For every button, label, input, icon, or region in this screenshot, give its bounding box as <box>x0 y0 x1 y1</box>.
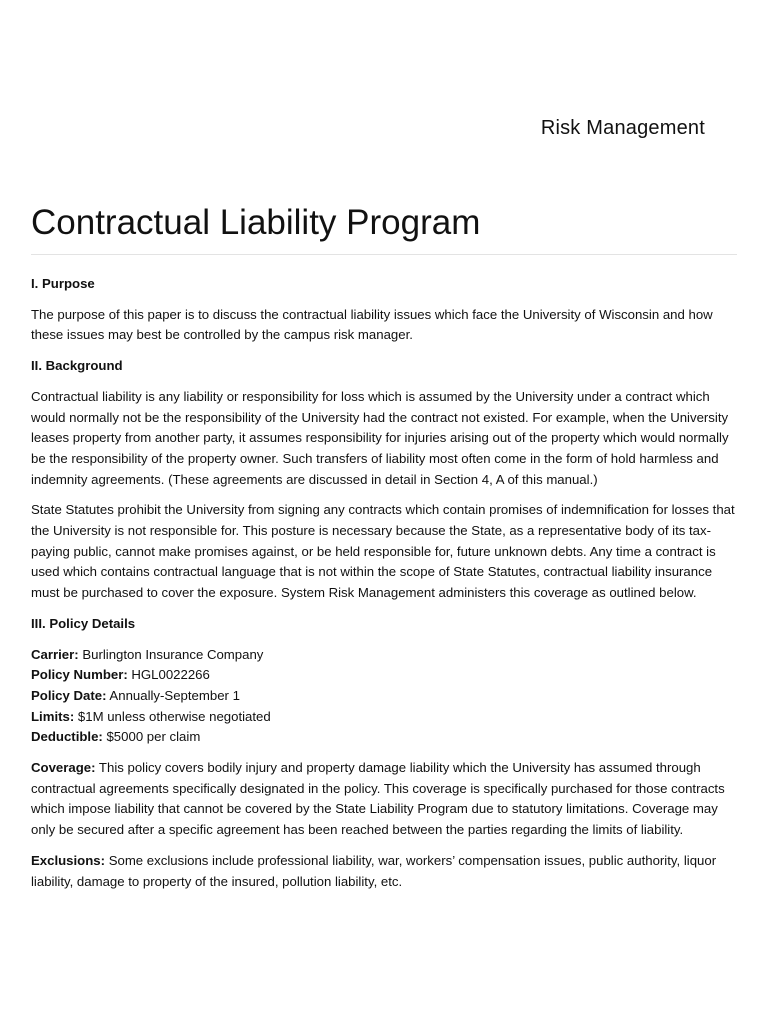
section-header: Risk Management <box>540 117 705 139</box>
detail-label: Limits: <box>31 708 75 724</box>
detail-label: Policy Number: <box>31 667 128 683</box>
detail-policy-date <box>31 686 737 707</box>
title-divider <box>31 254 737 255</box>
coverage-text: This policy covers bodily injury and property damage liability which the University has assumed through contractual agreements specifically designated in the policy. This coverage is specifically purchased for those contracts which impose liability that cannot be covered by the State Liability Program due to statutory limitations. Coverage may only be secured after a specific agreement has been reached between the parties regarding the limits of liability. <box>31 760 725 838</box>
purpose-heading: I. Purpose <box>31 276 95 291</box>
detail-value: Burlington Insurance Company <box>78 646 264 662</box>
detail-policy-number <box>31 665 737 686</box>
detail-label: Carrier: <box>31 646 79 662</box>
page-title: Contractual Liability Program <box>31 203 481 242</box>
detail-limits <box>31 707 737 728</box>
detail-label: Policy Date: <box>31 687 107 703</box>
exclusions-paragraph <box>31 851 737 892</box>
detail-carrier <box>31 645 737 666</box>
coverage-paragraph <box>31 758 737 841</box>
exclusions-text: Some exclusions include professional liability, war, workers’ compensation issues, public authority, liquor liability, damage to property of the insured, pollution liability, etc. <box>31 852 717 889</box>
document-body <box>31 274 737 902</box>
policy-heading: III. Policy Details <box>31 615 136 631</box>
background-paragraph-2: State Statutes prohibit the University from signing any contracts which contain promises of indemnification for losses that the University is not responsible for. This posture is necessary because the State, as a representative body of its tax-paying public, cannot make promises against, or be held responsible for, future unknown debts. Any time a contract is used which contains contractual language that is not within the scope of State Statutes, contractual liability insurance must be purchased to cover the exposure. System Risk Management administers this coverage as outlined below. <box>31 502 735 601</box>
detail-value: Annually-September 1 <box>106 687 240 703</box>
detail-value: $1M unless otherwise negotiated <box>74 708 271 724</box>
detail-value: $5000 per claim <box>102 729 201 745</box>
detail-deductible <box>31 727 737 748</box>
background-paragraph-1: Contractual liability is any liability or responsibility for loss which is assumed by the University under a contract which would normally not be the responsibility of the University had the contract not existed. For example, when the University leases property from another party, it assumes responsibility for injuries arising out of the property which would normally be the responsibility of the property owner. Such transfers of liability most often come in the form of hold harmless and indemnity agreements. (These agreements are discussed in detail in Section 4, A of this manual.) <box>31 388 729 487</box>
exclusions-label: Exclusions: <box>31 852 106 868</box>
detail-label: Deductible: <box>31 729 103 745</box>
purpose-paragraph: The purpose of this paper is to discuss the contractual liability issues which face the University of Wisconsin and how these issues may best be controlled by the campus risk manager. <box>31 306 713 343</box>
policy-details-list <box>31 645 737 749</box>
coverage-label: Coverage: <box>31 760 96 776</box>
background-heading: II. Background <box>31 358 123 374</box>
detail-value: HGL0022266 <box>127 667 210 683</box>
